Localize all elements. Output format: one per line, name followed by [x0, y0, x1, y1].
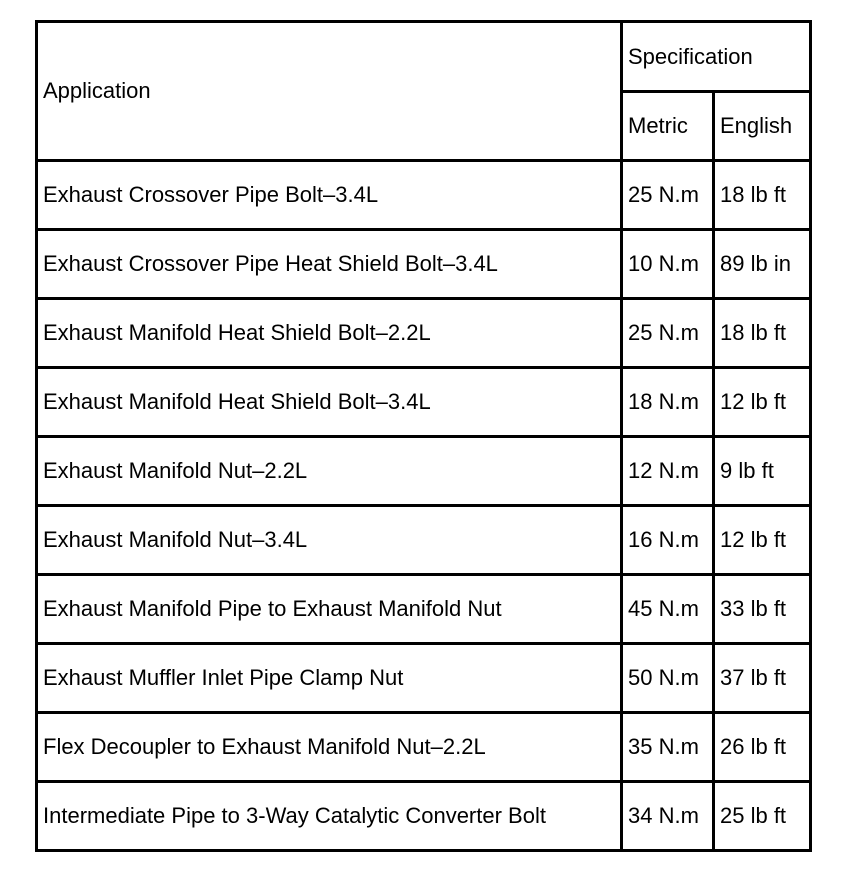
specification-header: Specification — [622, 22, 811, 92]
metric-cell: 35 N.m — [622, 713, 714, 782]
table-row — [37, 644, 811, 713]
application-cell: Exhaust Manifold Nut–3.4L — [37, 506, 622, 575]
metric-header: Metric — [622, 92, 714, 161]
table-row — [37, 506, 811, 575]
metric-cell: 16 N.m — [622, 506, 714, 575]
table-row — [37, 299, 811, 368]
metric-cell: 25 N.m — [622, 299, 714, 368]
table-row — [37, 368, 811, 437]
application-cell: Flex Decoupler to Exhaust Manifold Nut–2.2L — [37, 713, 622, 782]
table-row — [37, 575, 811, 644]
english-cell: 9 lb ft — [714, 437, 811, 506]
application-cell: Exhaust Manifold Pipe to Exhaust Manifold Nut — [37, 575, 622, 644]
english-cell: 37 lb ft — [714, 644, 811, 713]
english-cell: 89 lb in — [714, 230, 811, 299]
metric-cell: 18 N.m — [622, 368, 714, 437]
application-cell: Exhaust Crossover Pipe Heat Shield Bolt–3.4L — [37, 230, 622, 299]
metric-cell: 50 N.m — [622, 644, 714, 713]
english-cell: 18 lb ft — [714, 299, 811, 368]
table-row — [37, 230, 811, 299]
application-cell: Intermediate Pipe to 3-Way Catalytic Converter Bolt — [37, 782, 622, 851]
header-row — [37, 22, 811, 92]
metric-cell: 12 N.m — [622, 437, 714, 506]
english-header: English — [714, 92, 811, 161]
english-cell: 12 lb ft — [714, 506, 811, 575]
metric-cell: 45 N.m — [622, 575, 714, 644]
fastener-specification-table — [35, 20, 812, 852]
application-cell: Exhaust Crossover Pipe Bolt–3.4L — [37, 161, 622, 230]
english-cell: 26 lb ft — [714, 713, 811, 782]
table-row — [37, 713, 811, 782]
application-cell: Exhaust Muffler Inlet Pipe Clamp Nut — [37, 644, 622, 713]
english-cell: 25 lb ft — [714, 782, 811, 851]
metric-cell: 25 N.m — [622, 161, 714, 230]
english-cell: 33 lb ft — [714, 575, 811, 644]
table-row — [37, 782, 811, 851]
application-header: Application — [37, 22, 622, 161]
metric-cell: 10 N.m — [622, 230, 714, 299]
application-cell: Exhaust Manifold Heat Shield Bolt–2.2L — [37, 299, 622, 368]
english-cell: 18 lb ft — [714, 161, 811, 230]
application-cell: Exhaust Manifold Heat Shield Bolt–3.4L — [37, 368, 622, 437]
table-row — [37, 161, 811, 230]
application-cell: Exhaust Manifold Nut–2.2L — [37, 437, 622, 506]
table-row — [37, 437, 811, 506]
metric-cell: 34 N.m — [622, 782, 714, 851]
english-cell: 12 lb ft — [714, 368, 811, 437]
